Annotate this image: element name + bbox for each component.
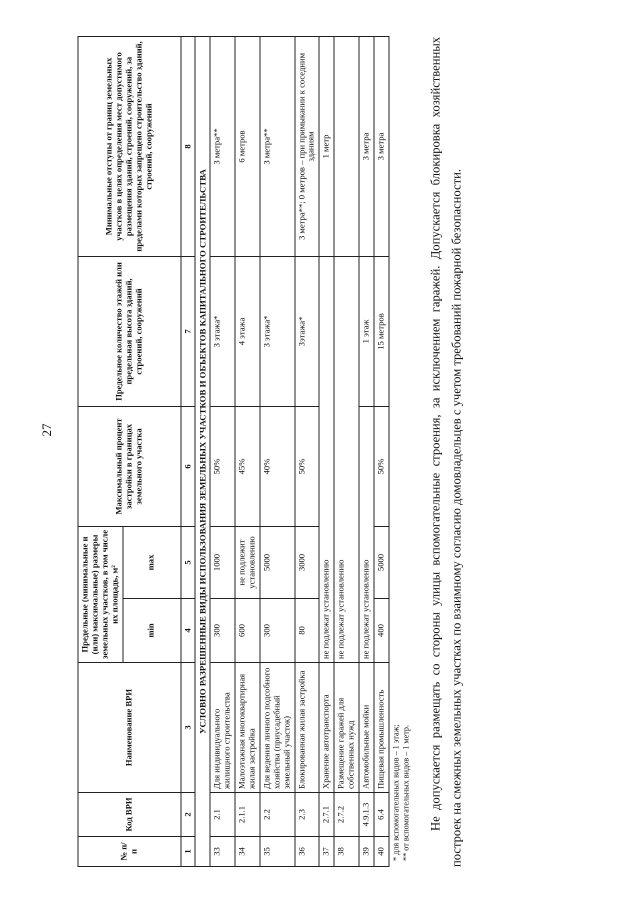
row-number: 34 [235, 837, 260, 867]
row-name: Для индивидуального жилищного строительства [210, 663, 235, 793]
row-code: 2.1.1 [235, 793, 260, 837]
row-min: 300 [260, 599, 295, 663]
row-floors: 3этажа* [295, 256, 320, 406]
row-number: 40 [374, 837, 389, 867]
header-number: № п/п [78, 837, 181, 867]
footnote: * для вспомогательных видов – 1 этаж; [391, 724, 401, 861]
col-number: 2 [181, 793, 196, 837]
col-number: 3 [181, 663, 196, 793]
table-row [295, 36, 320, 866]
row-percent: 50% [210, 406, 235, 526]
row-floors: 3 этажа* [210, 256, 235, 406]
col-number: 5 [181, 526, 196, 598]
column-numbers-row [181, 36, 196, 866]
row-name: Малоэтажная многоквартирная жилая застройка [235, 663, 260, 793]
table-footnotes [391, 37, 412, 867]
header-sizes: Предельные (минимальные и (или) максимальные) размеры земельных участков, в том числе их площадь, м² [78, 526, 123, 662]
header-max: max [123, 526, 181, 598]
row-min: 80 [295, 599, 320, 663]
table-row [260, 36, 295, 866]
header-min: min [123, 599, 181, 663]
row-max: 1000 [210, 526, 235, 598]
row-number: 38 [334, 837, 359, 867]
col-number: 1 [181, 837, 196, 867]
row-max: 5000 [260, 526, 295, 598]
rotated-page-content [78, 37, 633, 867]
row-percent: 50% [295, 406, 320, 526]
row-floors: 4 этажа [235, 256, 260, 406]
col-number: 6 [181, 406, 196, 526]
row-number: 39 [359, 837, 374, 867]
row-percent: 45% [235, 406, 260, 526]
row-name: Пищевая промышленность [374, 663, 389, 793]
header-percent: Максимальный процент застройки в границах земельного участка [78, 406, 181, 526]
row-max: не подлежит установлению [235, 526, 260, 598]
table-row [235, 36, 260, 866]
table-row [359, 36, 374, 866]
table-row [334, 36, 359, 866]
row-floors: 15 метров [374, 256, 389, 406]
row-number: 35 [260, 837, 295, 867]
header-code: Код ВРИ [78, 793, 181, 837]
row-code: 2.3 [295, 793, 320, 837]
row-setback: 3 метра [359, 36, 374, 256]
row-min: 300 [210, 599, 235, 663]
page-number: 27 [39, 423, 54, 437]
header-name: Наименование ВРИ [78, 663, 181, 793]
footnote: ** от вспомогательных видов – 1 метр. [401, 724, 411, 861]
row-setback: 6 метров [235, 36, 260, 256]
table-row [374, 36, 389, 866]
row-setback: 3 метра [374, 36, 389, 256]
col-number: 7 [181, 256, 196, 406]
row-floors: 3 этажа* [260, 256, 295, 406]
row-name: Для ведения личного подсобного хозяйства (приусадебный земельный участок) [260, 663, 295, 793]
row-floors: 1 этаж [359, 256, 374, 406]
row-code: 2.2 [260, 793, 295, 837]
row-min: 600 [235, 599, 260, 663]
row-code: 2.7.1 [319, 793, 334, 837]
row-name: Автомобильные мойки [359, 663, 374, 793]
col-number: 4 [181, 599, 196, 663]
body-paragraph: Не допускается размещать со стороны улицы вспомогательные строения, за исключением гаражей. Допускается блокировка хозяйственных построек на смежных земельных участках по взаимному согласию домовладельцев с учетом требований пожарной безопасности. [428, 37, 464, 867]
row-percent: 50% [374, 406, 389, 526]
table-row [210, 36, 235, 866]
row-code: 6.4 [374, 793, 389, 837]
row-min: 400 [374, 599, 389, 663]
row-setback: 1 метр [319, 36, 334, 256]
section-title: УСЛОВНО РАЗРЕШЕННЫЕ ВИДЫ ИСПОЛЬЗОВАНИЯ ЗЕМЕЛЬНЫХ УЧАСТКОВ И ОБЪЕКТОВ КАПИТАЛЬНОГО СТРОИТЕЛЬСТВА [195, 36, 210, 866]
row-setback: 3 метра**; 0 метров – при примыкании к соседним зданиям [295, 36, 320, 256]
row-setback: 3 метра** [260, 36, 295, 256]
row-merged-value: не подлежат установлению [334, 256, 359, 662]
row-name: Размещение гаражей для собственных нужд [334, 663, 359, 793]
row-setback [334, 36, 359, 256]
row-number: 36 [295, 837, 320, 867]
row-number: 37 [319, 837, 334, 867]
row-name: Хранение автотранспорта [319, 663, 334, 793]
table-row [319, 36, 334, 866]
row-percent: 40% [260, 406, 295, 526]
row-setback: 3 метра** [210, 36, 235, 256]
row-name: Блокированная жилая застройка [295, 663, 320, 793]
row-code: 4.9.1.3 [359, 793, 374, 837]
row-code: 2.7.2 [334, 793, 359, 837]
row-code: 2.1 [210, 793, 235, 837]
header-floors: Предельное количество этажей или предельная высота зданий, строений, сооружений [78, 256, 181, 406]
row-max: 3000 [295, 526, 320, 598]
row-merged-value: не подлежат установлению [359, 406, 374, 662]
row-merged-value: не подлежат установлению [319, 256, 334, 662]
row-max: 5000 [374, 526, 389, 598]
row-number: 33 [210, 837, 235, 867]
vri-table [78, 36, 390, 867]
header-setback: Минимальные отступы от границ земельных участков в целях определения мест допустимого размещения зданий, строений, сооружений, за пределами которых запрещено строительство зданий, строений, сооружений [78, 36, 181, 256]
col-number: 8 [181, 36, 196, 256]
